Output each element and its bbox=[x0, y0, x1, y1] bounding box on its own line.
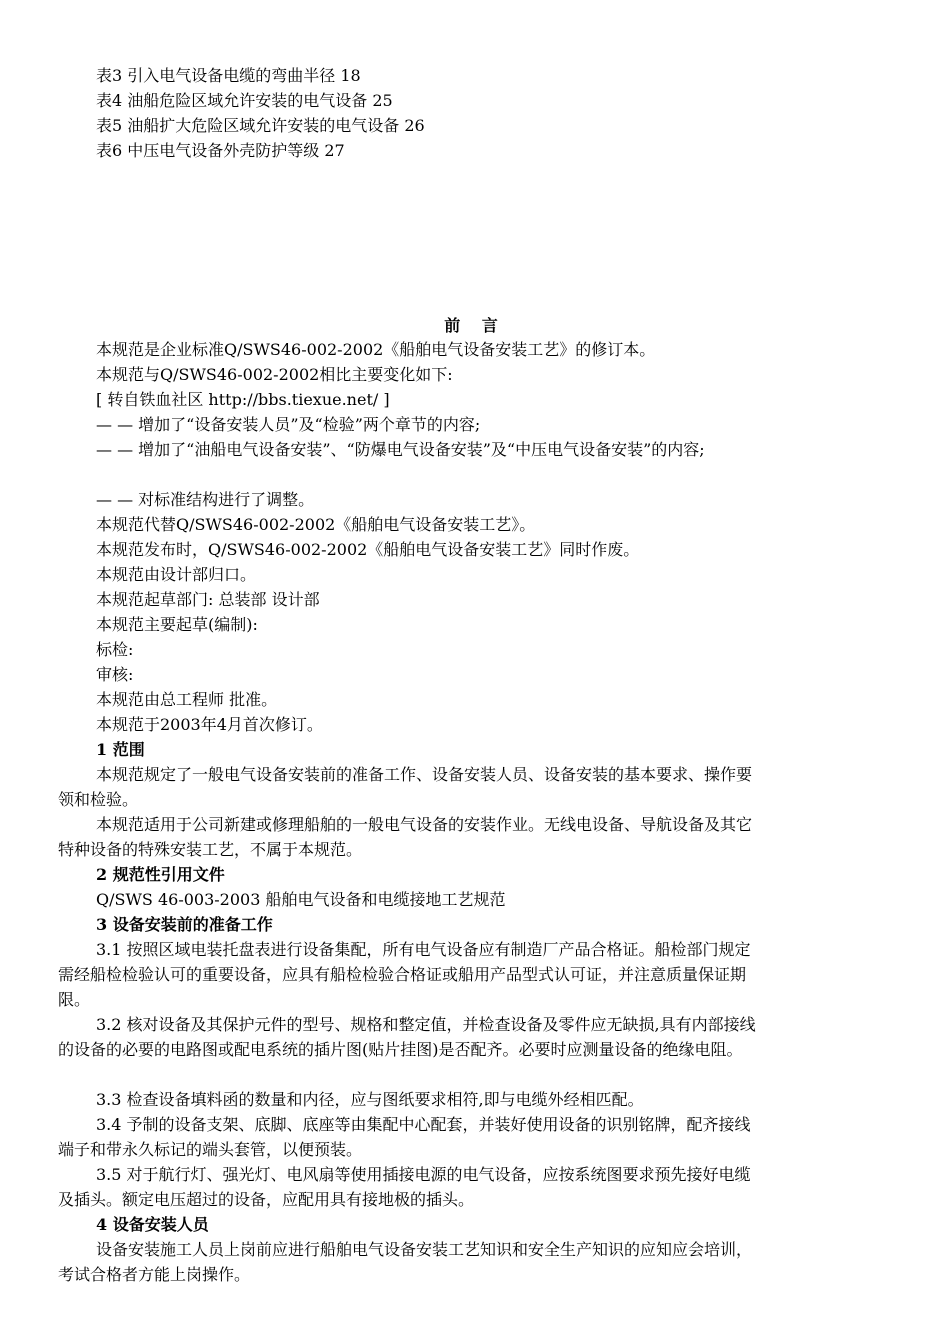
foreword-line: 本规范代替Q/SWS46-002-2002《船舶电气设备安装工艺》。 bbox=[96, 515, 536, 534]
clause-3-4: 端子和带永久标记的端头套管，以便预装。 bbox=[58, 1140, 363, 1159]
toc-table-entry: 表5 油船扩大危险区域允许安装的电气设备 26 bbox=[96, 116, 425, 135]
toc-table-entry: 表3 引入电气设备电缆的弯曲半径 18 bbox=[96, 66, 361, 85]
section-4-heading: 4 设备安装人员 bbox=[96, 1215, 209, 1234]
section-4-text: 考试合格者方能上岗操作。 bbox=[58, 1265, 251, 1284]
clause-3-1: 限。 bbox=[58, 990, 91, 1009]
foreword-line: 本规范于2003年4月首次修订。 bbox=[96, 715, 323, 734]
foreword-line: 本规范是企业标准Q/SWS46-002-2002《船舶电气设备安装工艺》的修订本。 bbox=[96, 340, 656, 359]
section-1-heading: 1 范围 bbox=[96, 740, 145, 759]
section-4-text: 设备安装施工人员上岗前应进行船舶电气设备安装工艺知识和安全生产知识的应知应会培训， bbox=[96, 1240, 753, 1259]
foreword-line: 标检: bbox=[96, 640, 134, 659]
clause-3-3: 3.3 检查设备填料函的数量和内径，应与图纸要求相符,即与电缆外经相匹配。 bbox=[96, 1090, 644, 1109]
foreword-line: 本规范起草部门: 总装部 设计部 bbox=[96, 590, 320, 609]
section-1-text: 本规范适用于公司新建或修理船舶的一般电气设备的安装作业。无线电设备、导航设备及其它 bbox=[96, 815, 753, 834]
clause-3-1: 需经船检检验认可的重要设备，应具有船检检验合格证或船用产品型式认可证，并注意质量保证期 bbox=[58, 965, 747, 984]
foreword-line: 本规范与Q/SWS46-002-2002相比主要变化如下: bbox=[96, 365, 453, 384]
foreword-line: — — 增加了“设备安装人员”及“检验”两个章节的内容; bbox=[96, 415, 481, 434]
foreword-line: 本规范由设计部归口。 bbox=[96, 565, 257, 584]
clause-3-1: 3.1 按照区域电装托盘表进行设备集配，所有电气设备应有制造厂产品合格证。船检部门规定 bbox=[96, 940, 751, 959]
section-2-heading: 2 规范性引用文件 bbox=[96, 865, 225, 884]
foreword-title: 前 言 bbox=[444, 316, 506, 335]
clause-3-5: 3.5 对于航行灯、强光灯、电风扇等使用插接电源的电气设备，应按系统图要求预先接好电缆 bbox=[96, 1165, 751, 1184]
section-3-heading: 3 设备安装前的准备工作 bbox=[96, 915, 273, 934]
source-link-text: [ 转自铁血社区 http://bbs.tiexue.net/ ] bbox=[96, 390, 390, 409]
clause-3-5: 及插头。额定电压超过的设备，应配用具有接地极的插头。 bbox=[58, 1190, 475, 1209]
foreword-line: 本规范发布时，Q/SWS46-002-2002《船舶电气设备安装工艺》同时作废。 bbox=[96, 540, 640, 559]
section-1-text: 领和检验。 bbox=[58, 790, 139, 809]
section-1-text: 本规范规定了一般电气设备安装前的准备工作、设备安装人员、设备安装的基本要求、操作要 bbox=[96, 765, 753, 784]
section-1-text: 特种设备的特殊安装工艺，不属于本规范。 bbox=[58, 840, 363, 859]
toc-table-entry: 表4 油船危险区域允许安装的电气设备 25 bbox=[96, 91, 393, 110]
clause-3-2: 3.2 核对设备及其保护元件的型号、规格和整定值，并检查设备及零件应无缺损,具有内部接线 bbox=[96, 1015, 756, 1034]
foreword-line: 本规范由总工程师 批准。 bbox=[96, 690, 278, 709]
foreword-line: 本规范主要起草(编制): bbox=[96, 615, 258, 634]
foreword-line: — — 对标准结构进行了调整。 bbox=[96, 490, 315, 509]
foreword-line: — — 增加了“油船电气设备安装”、“防爆电气设备安装”及“中压电气设备安装”的内容; bbox=[96, 440, 705, 459]
toc-table-entry: 表6 中压电气设备外壳防护等级 27 bbox=[96, 141, 345, 160]
clause-3-2: 的设备的必要的电路图或配电系统的插片图(贴片挂图)是否配齐。必要时应测量设备的绝缘电阻。 bbox=[58, 1040, 743, 1059]
foreword-line: 审核: bbox=[96, 665, 134, 684]
clause-3-4: 3.4 予制的设备支架、底脚、底座等由集配中心配套，并装好使用设备的识别铭牌，配齐接线 bbox=[96, 1115, 751, 1134]
normative-reference: Q/SWS 46-003-2003 船舶电气设备和电缆接地工艺规范 bbox=[96, 890, 506, 909]
